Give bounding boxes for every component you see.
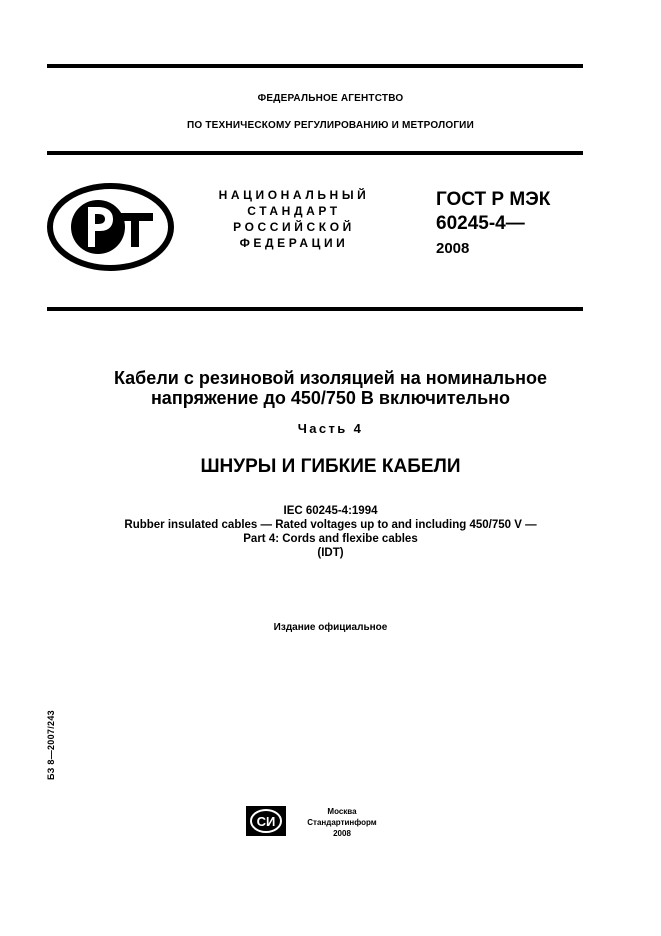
- title-line-2: напряжение до 450/750 В включительно: [150, 388, 511, 408]
- header-rule: [47, 151, 583, 155]
- iec-line-4: (IDT): [317, 547, 344, 559]
- publisher-year: 2008: [333, 829, 351, 838]
- edition-label: Издание официальное: [273, 622, 388, 633]
- publisher-info: [297, 806, 387, 839]
- iec-line-1: IEC 60245-4:1994: [283, 505, 378, 517]
- agency-line-1: ФЕДЕРАЛЬНОЕ АГЕНТСТВО: [257, 93, 404, 104]
- standard-label-line-1: НАЦИОНАЛЬНЫЙ: [218, 188, 370, 202]
- part-number: Часть 4: [297, 421, 364, 436]
- standard-label-line-4: ФЕДЕРАЦИИ: [239, 236, 349, 250]
- part-subtitle: ШНУРЫ И ГИБКИЕ КАБЕЛИ: [200, 456, 461, 477]
- rst-emblem-icon: [47, 183, 174, 271]
- top-rule: [47, 64, 583, 68]
- side-code: БЗ 8—2007/243: [46, 710, 56, 780]
- publisher-city: Москва: [327, 807, 357, 816]
- iec-line-3: Part 4: Cords and flexibe cables: [243, 533, 418, 545]
- gost-year: 2008: [436, 240, 470, 257]
- publisher-logo-text: СИ: [256, 814, 276, 829]
- national-standard-label: [205, 187, 383, 251]
- gost-line-1: ГОСТ Р МЭК: [436, 189, 551, 210]
- publisher-name: Стандартинформ: [307, 818, 377, 827]
- gost-designation: [436, 188, 550, 236]
- iec-line-2: Rubber insulated cables — Rated voltages up to and including 450/750 V —: [124, 519, 537, 531]
- standard-label-line-2: СТАНДАРТ: [247, 204, 341, 218]
- agency-line-2: ПО ТЕХНИЧЕСКОМУ РЕГУЛИРОВАНИЮ И МЕТРОЛОГИИ: [187, 120, 474, 131]
- standartinform-logo-icon: [246, 806, 286, 836]
- gost-line-2: 60245-4—: [436, 213, 525, 234]
- title-line-1: Кабели с резиновой изоляцией на номинальное: [113, 368, 548, 388]
- standard-label-line-3: РОССИЙСКОЙ: [233, 220, 355, 234]
- document-title: [0, 368, 661, 408]
- middle-rule: [47, 307, 583, 311]
- iec-reference: [0, 504, 661, 560]
